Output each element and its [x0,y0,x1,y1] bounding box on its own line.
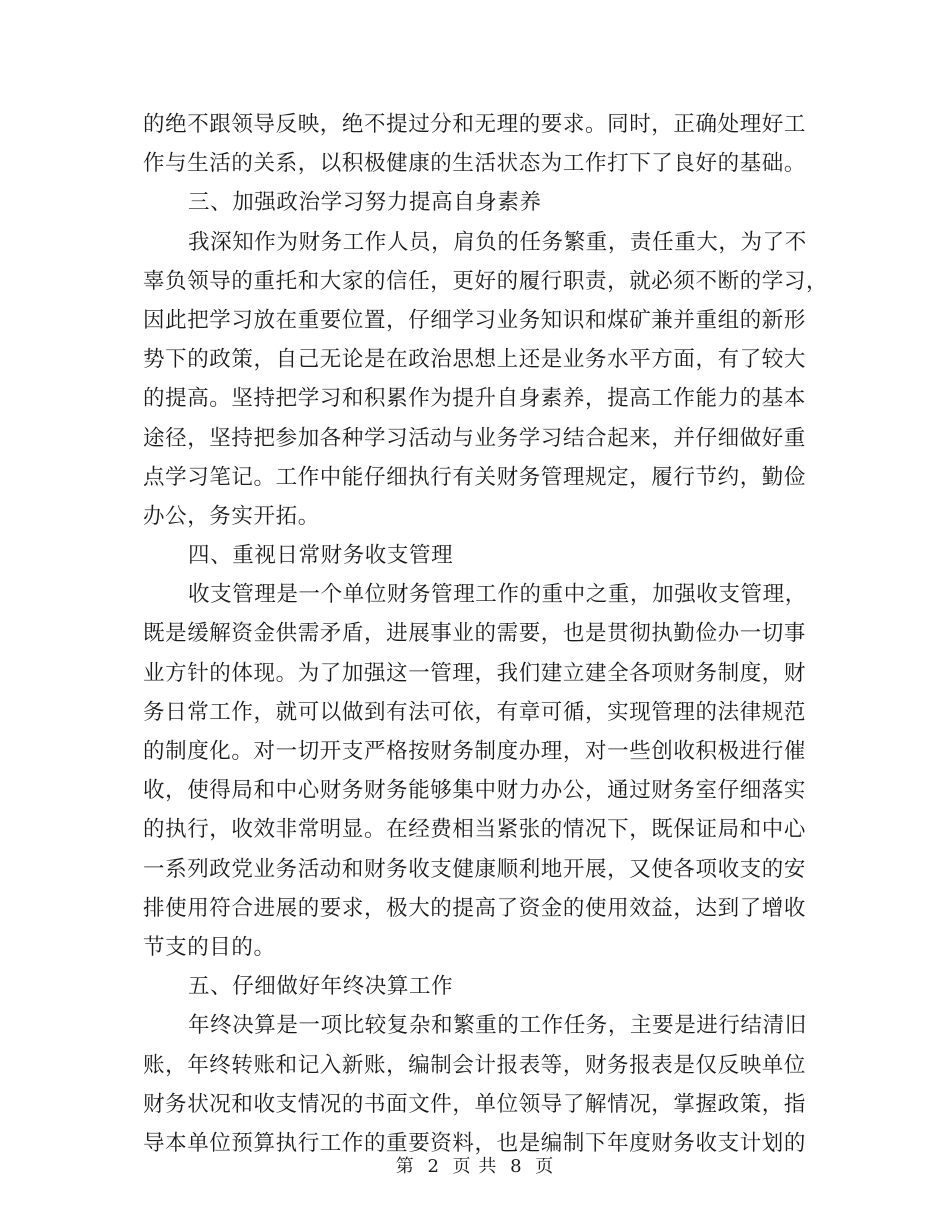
page-footer [0,1152,950,1178]
text-line: 的制度化。对一切开支严格按财务制度办理，对一些创收积极进行催 [143,739,807,764]
text-line: 财务状况和收支情况的书面文件，单位领导了解情况，掌握政策，指 [143,1091,807,1117]
text-line: 辜负领导的重托和大家的信任，更好的履行职责，就必须不断的学习， [143,268,829,294]
footer-prefix: 第 [395,1156,415,1177]
text-line: 一系列政党业务活动和财务收支健康顺利地开展，又使各项收支的安 [143,856,807,882]
text-line: 年终决算是一项比较复杂和繁重的工作任务，主要是进行结清旧 [188,1013,807,1039]
text-line: 导本单位预算执行工作的重要资料，也是编制下年度财务收支计划的 [143,1130,807,1156]
text-line: 排使用符合进展的要求，极大的提高了资金的使用效益，达到了增收 [143,895,807,921]
footer-suffix: 页 [535,1156,555,1177]
text-line: 势下的政策，自己无论是在政治思想上还是业务水平方面，有了较大 [143,347,807,373]
text-line: 五、仔细做好年终决算工作 [188,974,454,1000]
footer-middle: 页 共 [452,1156,498,1177]
text-line: 我深知作为财务工作人员，肩负的任务繁重，责任重大，为了不 [188,229,807,255]
text-line: 的提高。坚持把学习和积累作为提升自身素养，提高工作能力的基本 [143,386,807,412]
text-line: 办公，务实开拓。 [143,503,320,529]
text-line: 既是缓解资金供需矛盾，进展事业的需要，也是贯彻执勤俭办一切事 [143,621,807,647]
text-line: 业方针的体现。为了加强这一管理，我们建立建全各项财务制度，财 [143,660,807,686]
text-line: 途径，坚持把参加各种学习活动与业务学习结合起来，并仔细做好重 [143,425,807,451]
text-line: 收，使得局和中心财务财务能够集中财力办公，通过财务室仔细落实 [143,778,807,804]
text-line: 收支管理是一个单位财务管理工作的重中之重，加强收支管理， [188,582,807,608]
total-page-number: 8 [510,1156,523,1177]
document-body [143,105,829,1163]
text-line: 四、重视日常财务收支管理 [188,543,454,569]
text-line: 作与生活的关系，以积极健康的生活状态为工作打下了良好的基础。 [143,151,807,177]
text-line: 账，年终转账和记入新账，编制会计报表等，财务报表是仅反映单位 [143,1052,807,1078]
current-page-number: 2 [427,1156,440,1177]
text-line: 的执行，收效非常明显。在经费相当紧张的情况下，既保证局和中心 [143,817,807,843]
text-line: 的绝不跟领导反映，绝不提过分和无理的要求。同时，正确处理好工 [143,112,807,137]
text-line: 因此把学习放在重要位置，仔细学习业务知识和煤矿兼并重组的新形 [143,307,807,333]
text-line: 务日常工作，就可以做到有法可依，有章可循，实现管理的法律规范 [143,699,807,725]
text-line: 点学习笔记。工作中能仔细执行有关财务管理规定，履行节约，勤俭 [143,464,807,490]
text-line: 三、加强政治学习努力提高自身素养 [188,190,542,216]
text-line: 节支的目的。 [143,934,276,960]
